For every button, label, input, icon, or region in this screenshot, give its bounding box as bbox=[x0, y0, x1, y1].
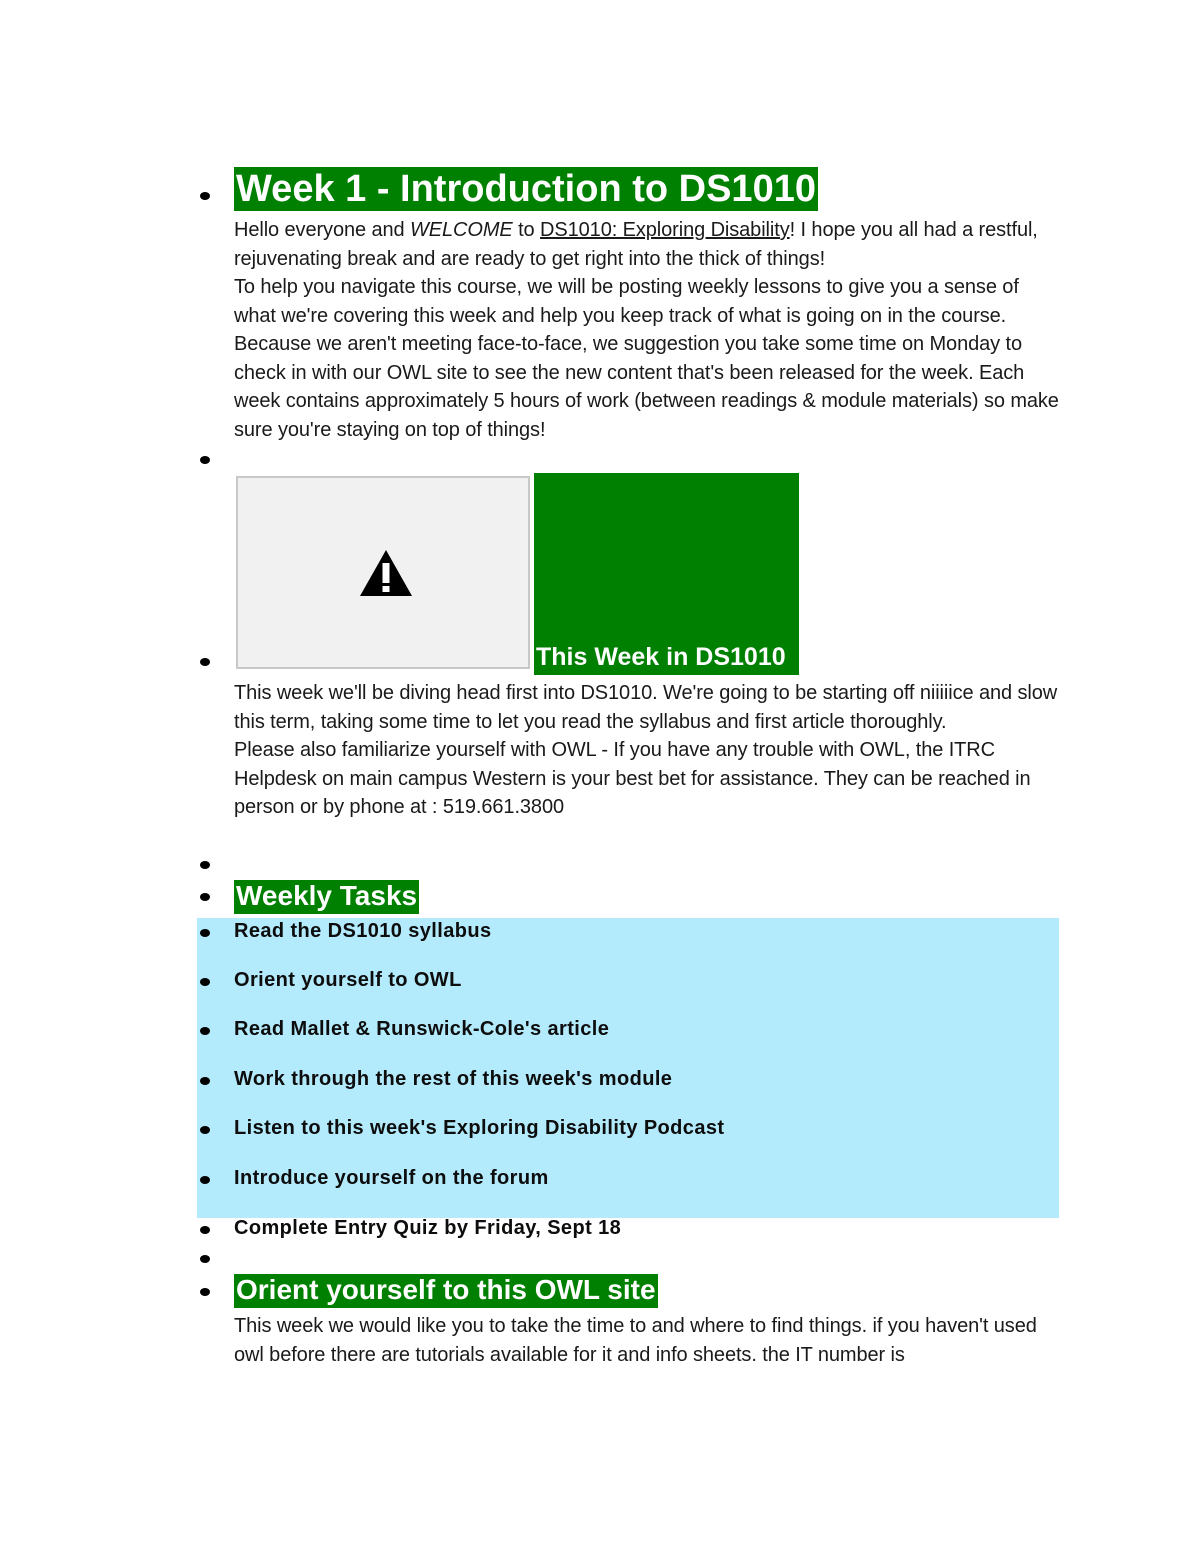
task-item: Listen to this week's Exploring Disability Podcast bbox=[234, 1117, 725, 1139]
intro-text: to bbox=[512, 219, 541, 241]
list-bullet bbox=[200, 861, 210, 869]
this-week-text-2: Please also familiarize yourself with OWL - If you have any trouble with OWL, the ITRC Helpdesk on main campus Western is your best bet for assistance. They can be reached in person or by phone at : 519.661.3800 bbox=[234, 739, 1031, 818]
list-bullet bbox=[200, 929, 210, 937]
course-link[interactable]: DS1010: Exploring Disability bbox=[540, 219, 790, 241]
welcome-emphasis: WELCOME bbox=[410, 219, 513, 241]
task-item: Complete Entry Quiz by Friday, Sept 18 bbox=[234, 1217, 622, 1239]
this-week-banner bbox=[534, 473, 799, 675]
task-item: Introduce yourself on the forum bbox=[234, 1167, 549, 1189]
orient-paragraph: This week we would like you to take the time to and where to find things. if you haven't used owl before there are tutorials available for it and info sheets. the IT number is bbox=[234, 1315, 1037, 1366]
list-bullet bbox=[200, 893, 210, 901]
list-bullet bbox=[200, 978, 210, 986]
list-bullet bbox=[200, 1288, 210, 1296]
task-item: Read the DS1010 syllabus bbox=[234, 920, 492, 942]
weekly-tasks-heading: Weekly Tasks bbox=[234, 880, 419, 914]
list-bullet bbox=[200, 456, 210, 464]
week-heading: Week 1 - Introduction to DS1010 bbox=[236, 168, 816, 210]
this-week-text-1: This week we'll be diving head first into DS1010. We're going to be starting off niiiiice and slow this term, taking some time to let you read the syllabus and first article thoroughly. bbox=[234, 682, 1058, 733]
list-bullet bbox=[200, 1255, 210, 1263]
list-bullet bbox=[200, 1077, 210, 1085]
list-bullet bbox=[200, 658, 210, 666]
task-item: Orient yourself to OWL bbox=[234, 969, 462, 991]
intro-text: ! I hope you all had a restful, rejuvenating break and are ready to get right into the thick of things! bbox=[234, 219, 1038, 270]
task-item: Read Mallet & Runswick-Cole's article bbox=[234, 1018, 610, 1040]
list-bullet bbox=[200, 1027, 210, 1035]
list-bullet bbox=[200, 1176, 210, 1184]
task-item: Work through the rest of this week's module bbox=[234, 1068, 673, 1090]
orient-heading: Orient yourself to this OWL site bbox=[234, 1274, 658, 1308]
list-bullet bbox=[200, 192, 210, 200]
this-week-title: This Week in DS1010 bbox=[536, 643, 786, 671]
warning-icon bbox=[358, 548, 414, 598]
broken-image-placeholder bbox=[236, 476, 530, 669]
this-week-paragraph bbox=[234, 679, 1064, 822]
intro-paragraph-2: To help you navigate this course, we will be posting weekly lessons to give you a sense of what we're covering this week and help you keep track of what is going on in the course. Because we aren't meeting face-to-face, we suggestion you take some time on Monday to check in with our OWL site to see the new content that's been released for the week. Each week contains approximately 5 hours of work (between readings & module materials) so make sure you're staying on top of things! bbox=[234, 276, 1059, 441]
intro-text: Hello everyone and bbox=[234, 219, 410, 241]
list-bullet bbox=[200, 1226, 210, 1234]
intro-paragraph bbox=[234, 216, 1064, 444]
list-bullet bbox=[200, 1126, 210, 1134]
